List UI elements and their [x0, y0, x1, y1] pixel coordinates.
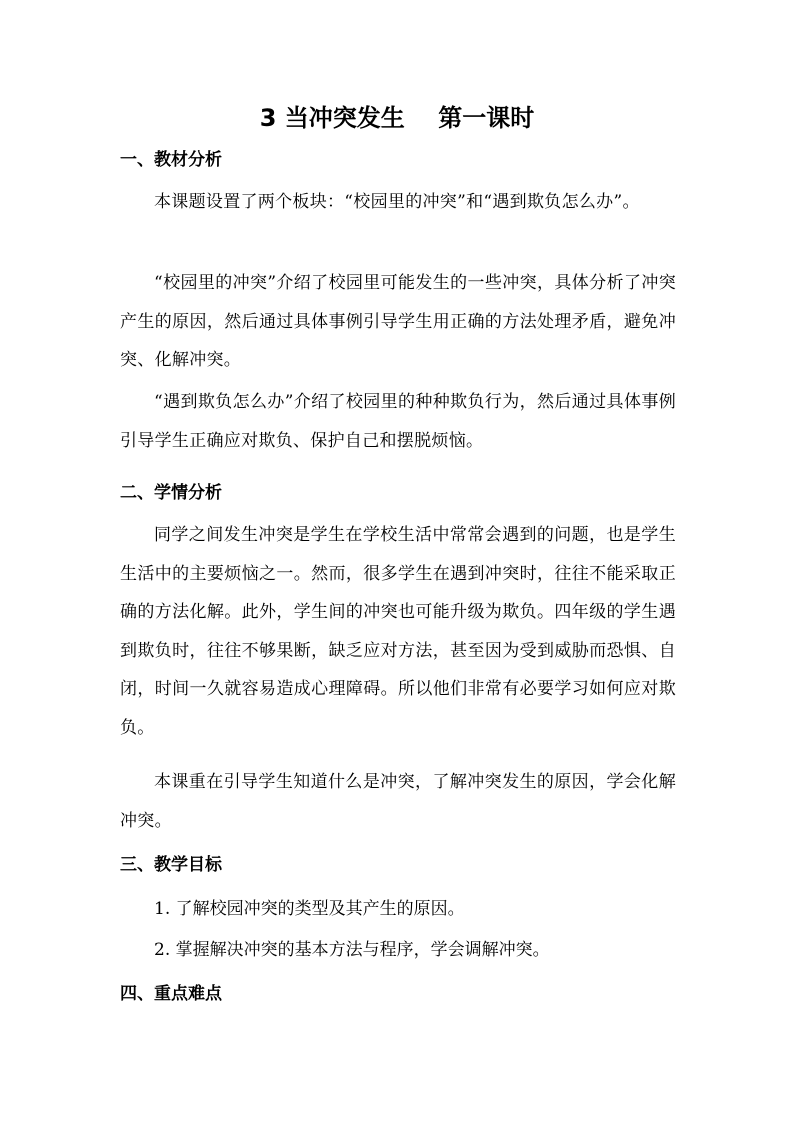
objective-item-2: 2. 掌握解决冲突的基本方法与程序，学会调解冲突。: [154, 940, 550, 960]
section-heading-textbook-analysis: 一、教材分析: [120, 150, 222, 170]
paragraph-campus-conflict: “校园里的冲突”介绍了校园里可能发生的一些冲突，具体分析了冲突产生的原因，然后通过具体事例引导学生用正确的方法处理矛盾，避免冲突、化解冲突。: [120, 273, 676, 370]
paragraph-bullying: “遇到欺负怎么办”介绍了校园里的种种欺负行为，然后通过具体事例引导学生正确应对欺负、保护自己和摆脱烦恼。: [120, 392, 676, 451]
paragraph-textbook-overview: 本课题设置了两个板块：“校园里的冲突”和“遇到欺负怎么办”。: [154, 192, 640, 212]
page-title: 3 当冲突发生 第一课时: [259, 104, 535, 132]
objective-item-1: 1. 了解校园冲突的类型及其产生的原因。: [154, 899, 465, 919]
section-heading-key-points: 四、重点难点: [120, 984, 222, 1004]
section-heading-teaching-objectives: 三、教学目标: [120, 855, 222, 875]
paragraph-student-situation: 同学之间发生冲突是学生在学校生活中常常会遇到的问题，也是学生生活中的主要烦恼之一。然而，很多学生在遇到冲突时，往往不能采取正确的方法化解。此外，学生间的冲突也可能升级为欺负。四年级的学生遇到欺负时，往往不够果断，缺乏应对方法，甚至因为受到威胁而恐惧、自闭，时间一久就容易造成心理障碍。所以他们非常有必要学习如何应对欺负。: [120, 525, 676, 738]
section-heading-student-analysis: 二、学情分析: [120, 483, 222, 503]
paragraph-lesson-focus: 本课重在引导学生知道什么是冲突，了解冲突发生的原因，学会化解冲突。: [120, 772, 676, 831]
